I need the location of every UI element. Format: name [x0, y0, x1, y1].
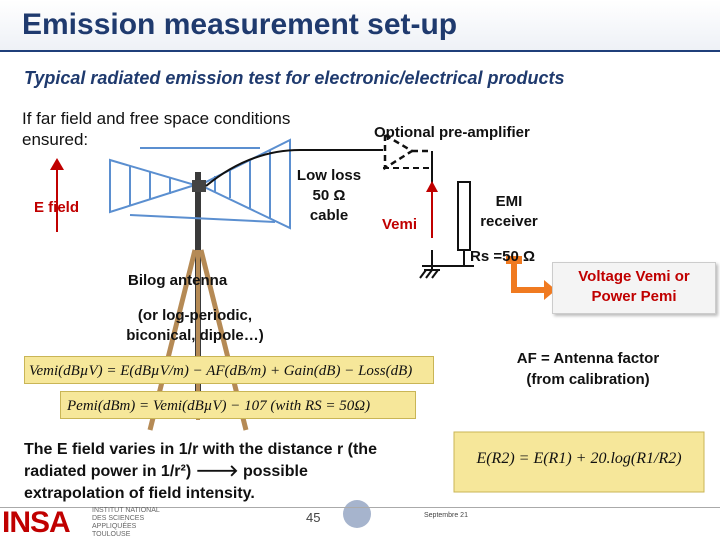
slide-title: Emission measurement set-up — [22, 8, 458, 41]
resistor-symbol — [422, 182, 474, 266]
callout-line2: Power Pemi — [591, 288, 677, 305]
antenna-alternatives — [100, 306, 290, 346]
e-field-label: E field — [34, 199, 80, 216]
vemi-label: Vemi — [382, 216, 418, 233]
institute-line1: INSTITUT NATIONAL — [92, 507, 160, 514]
footer-date: Septembre 21 — [424, 512, 468, 519]
cable-label-line3: cable — [309, 207, 349, 224]
vemi-formula: Vemi(dBµV) = E(dBµV/m) − AF(dB/m) + Gain(dB) − Loss(dB) — [24, 356, 434, 384]
ground-icon — [420, 266, 440, 278]
cable-label-line1: Low loss — [296, 167, 362, 184]
emi-receiver-line1: EMI — [495, 193, 523, 210]
callout-line1: Voltage Vemi or — [578, 268, 690, 285]
rs-label: Rs =50 Ω — [470, 248, 535, 265]
slide-subtitle: Typical radiated emission test for electronic/electrical products — [24, 68, 565, 88]
e-field-arrow — [50, 158, 64, 232]
institute-line3: APPLIQUÉES — [92, 523, 137, 530]
insa-logo: INSA — [2, 506, 70, 539]
institute-name — [92, 507, 160, 539]
cable-label — [288, 166, 370, 226]
antenna-alt-line1: (or log-periodic, — [137, 307, 253, 324]
note-line1: The E field varies in 1/r with the distance r (the — [24, 441, 377, 458]
antenna-factor-note — [474, 348, 702, 390]
cable-label-line2: 50 Ω — [312, 187, 346, 204]
note-line3: extrapolation of field intensity. — [24, 485, 255, 502]
extrapolation-formula: E(R2) = E(R1) + 20.log(R1/R2) — [476, 450, 682, 467]
af-line2: (from calibration) — [526, 371, 650, 388]
field-variation-note — [24, 439, 444, 505]
af-line1: AF = Antenna factor — [516, 350, 660, 367]
page-number: 45 — [306, 510, 321, 525]
antenna-alt-line2: biconical, dipole…) — [126, 327, 264, 344]
conditions-text: If far field and free space conditions ensured: — [22, 109, 291, 149]
preamplifier-label: Optional pre-amplifier — [374, 124, 530, 141]
vemi-arrow — [426, 181, 438, 238]
antenna-label: Bilog antenna — [128, 272, 228, 289]
pemi-formula: Pemi(dBm) = Vemi(dBµV) − 107 (with RS = 50Ω) — [60, 391, 416, 419]
institute-line4: TOULOUSE — [92, 531, 131, 538]
institute-line2: DES SCIENCES — [92, 515, 145, 522]
measurement-callout — [552, 262, 716, 314]
note-line2: radiated power in 1/r²) 🡒 possible — [24, 463, 308, 480]
emi-receiver-label — [468, 192, 550, 232]
emi-receiver-line2: receiver — [480, 213, 538, 230]
